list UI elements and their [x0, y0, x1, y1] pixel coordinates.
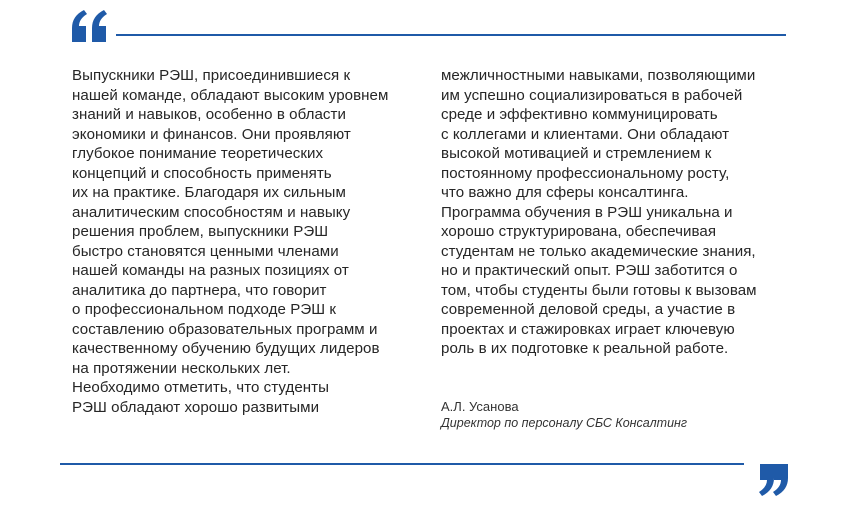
quote-line: студентам не только академические знания,: [441, 242, 756, 260]
quote-line: быстро становятся ценными членами: [72, 242, 339, 260]
close-quote-icon: [750, 462, 790, 498]
quote-line: том, чтобы студенты были готовы к вызовам: [441, 281, 757, 299]
quote-line: экономики и финансов. Они проявляют: [72, 125, 351, 143]
quote-line: глубокое понимание теоретических: [72, 145, 324, 162]
quote-line: Выпускники РЭШ, присоединившиеся к: [72, 67, 351, 84]
quote-line: их на практике. Благодаря их сильным: [72, 184, 346, 201]
quote-line: Необходимо отметить, что студенты: [72, 379, 330, 396]
quote-line: но и практический опыт. РЭШ заботится о: [441, 262, 738, 279]
quote-line: концепций и способность применять: [72, 164, 332, 182]
author-role: Директор по персоналу СБС Консалтинг: [441, 416, 688, 430]
quote-line: высокой мотивацией и стремлением к: [441, 145, 712, 162]
quote-line: о профессиональном подходе РЭШ к: [72, 301, 337, 318]
quote-text-left-column: [72, 66, 432, 417]
quote-line: составлению образовательных программ и: [72, 320, 378, 338]
quote-line: на протяжении нескольких лет.: [72, 359, 291, 377]
quote-line: роль в их подготовке к реальной работе.: [441, 340, 729, 357]
quote-line: хорошо структурирована, обеспечивая: [441, 223, 717, 240]
quote-line: нашей команды на разных позициях от: [72, 262, 349, 279]
quote-line: с коллегами и клиентами. Они обладают: [441, 125, 730, 143]
author-name: А.Л. Усанова: [441, 399, 519, 414]
quote-line: Программа обучения в РЭШ уникальна и: [441, 203, 733, 221]
quote-line: качественному обучению будущих лидеров: [72, 340, 380, 357]
quote-line: проектах и стажировках играет ключевую: [441, 320, 735, 338]
open-quote-icon: [70, 8, 110, 44]
quote-line: им успешно социализироваться в рабочей: [441, 86, 743, 104]
quote-line: решения проблем, выпускники РЭШ: [72, 223, 329, 240]
quote-line: нашей команде, обладают высоким уровнем: [72, 86, 389, 104]
quote-line: РЭШ обладают хорошо развитыми: [72, 398, 320, 416]
quote-line: среде и эффективно коммуницировать: [441, 106, 718, 123]
quote-line: постоянному профессиональному росту,: [441, 164, 730, 182]
quote-line: аналитическим способностям и навыку: [72, 203, 351, 221]
quote-text-right-column: [441, 66, 801, 359]
quote-line: что важно для сферы консалтинга.: [441, 184, 689, 201]
quote-line: современной деловой среды, а участие в: [441, 301, 736, 318]
top-divider: [116, 34, 786, 36]
bottom-divider: [60, 463, 744, 465]
quote-line: межличностными навыками, позволяющими: [441, 67, 756, 84]
quote-line: аналитика до партнера, что говорит: [72, 281, 327, 299]
quote-line: знаний и навыков, особенно в области: [72, 106, 346, 123]
